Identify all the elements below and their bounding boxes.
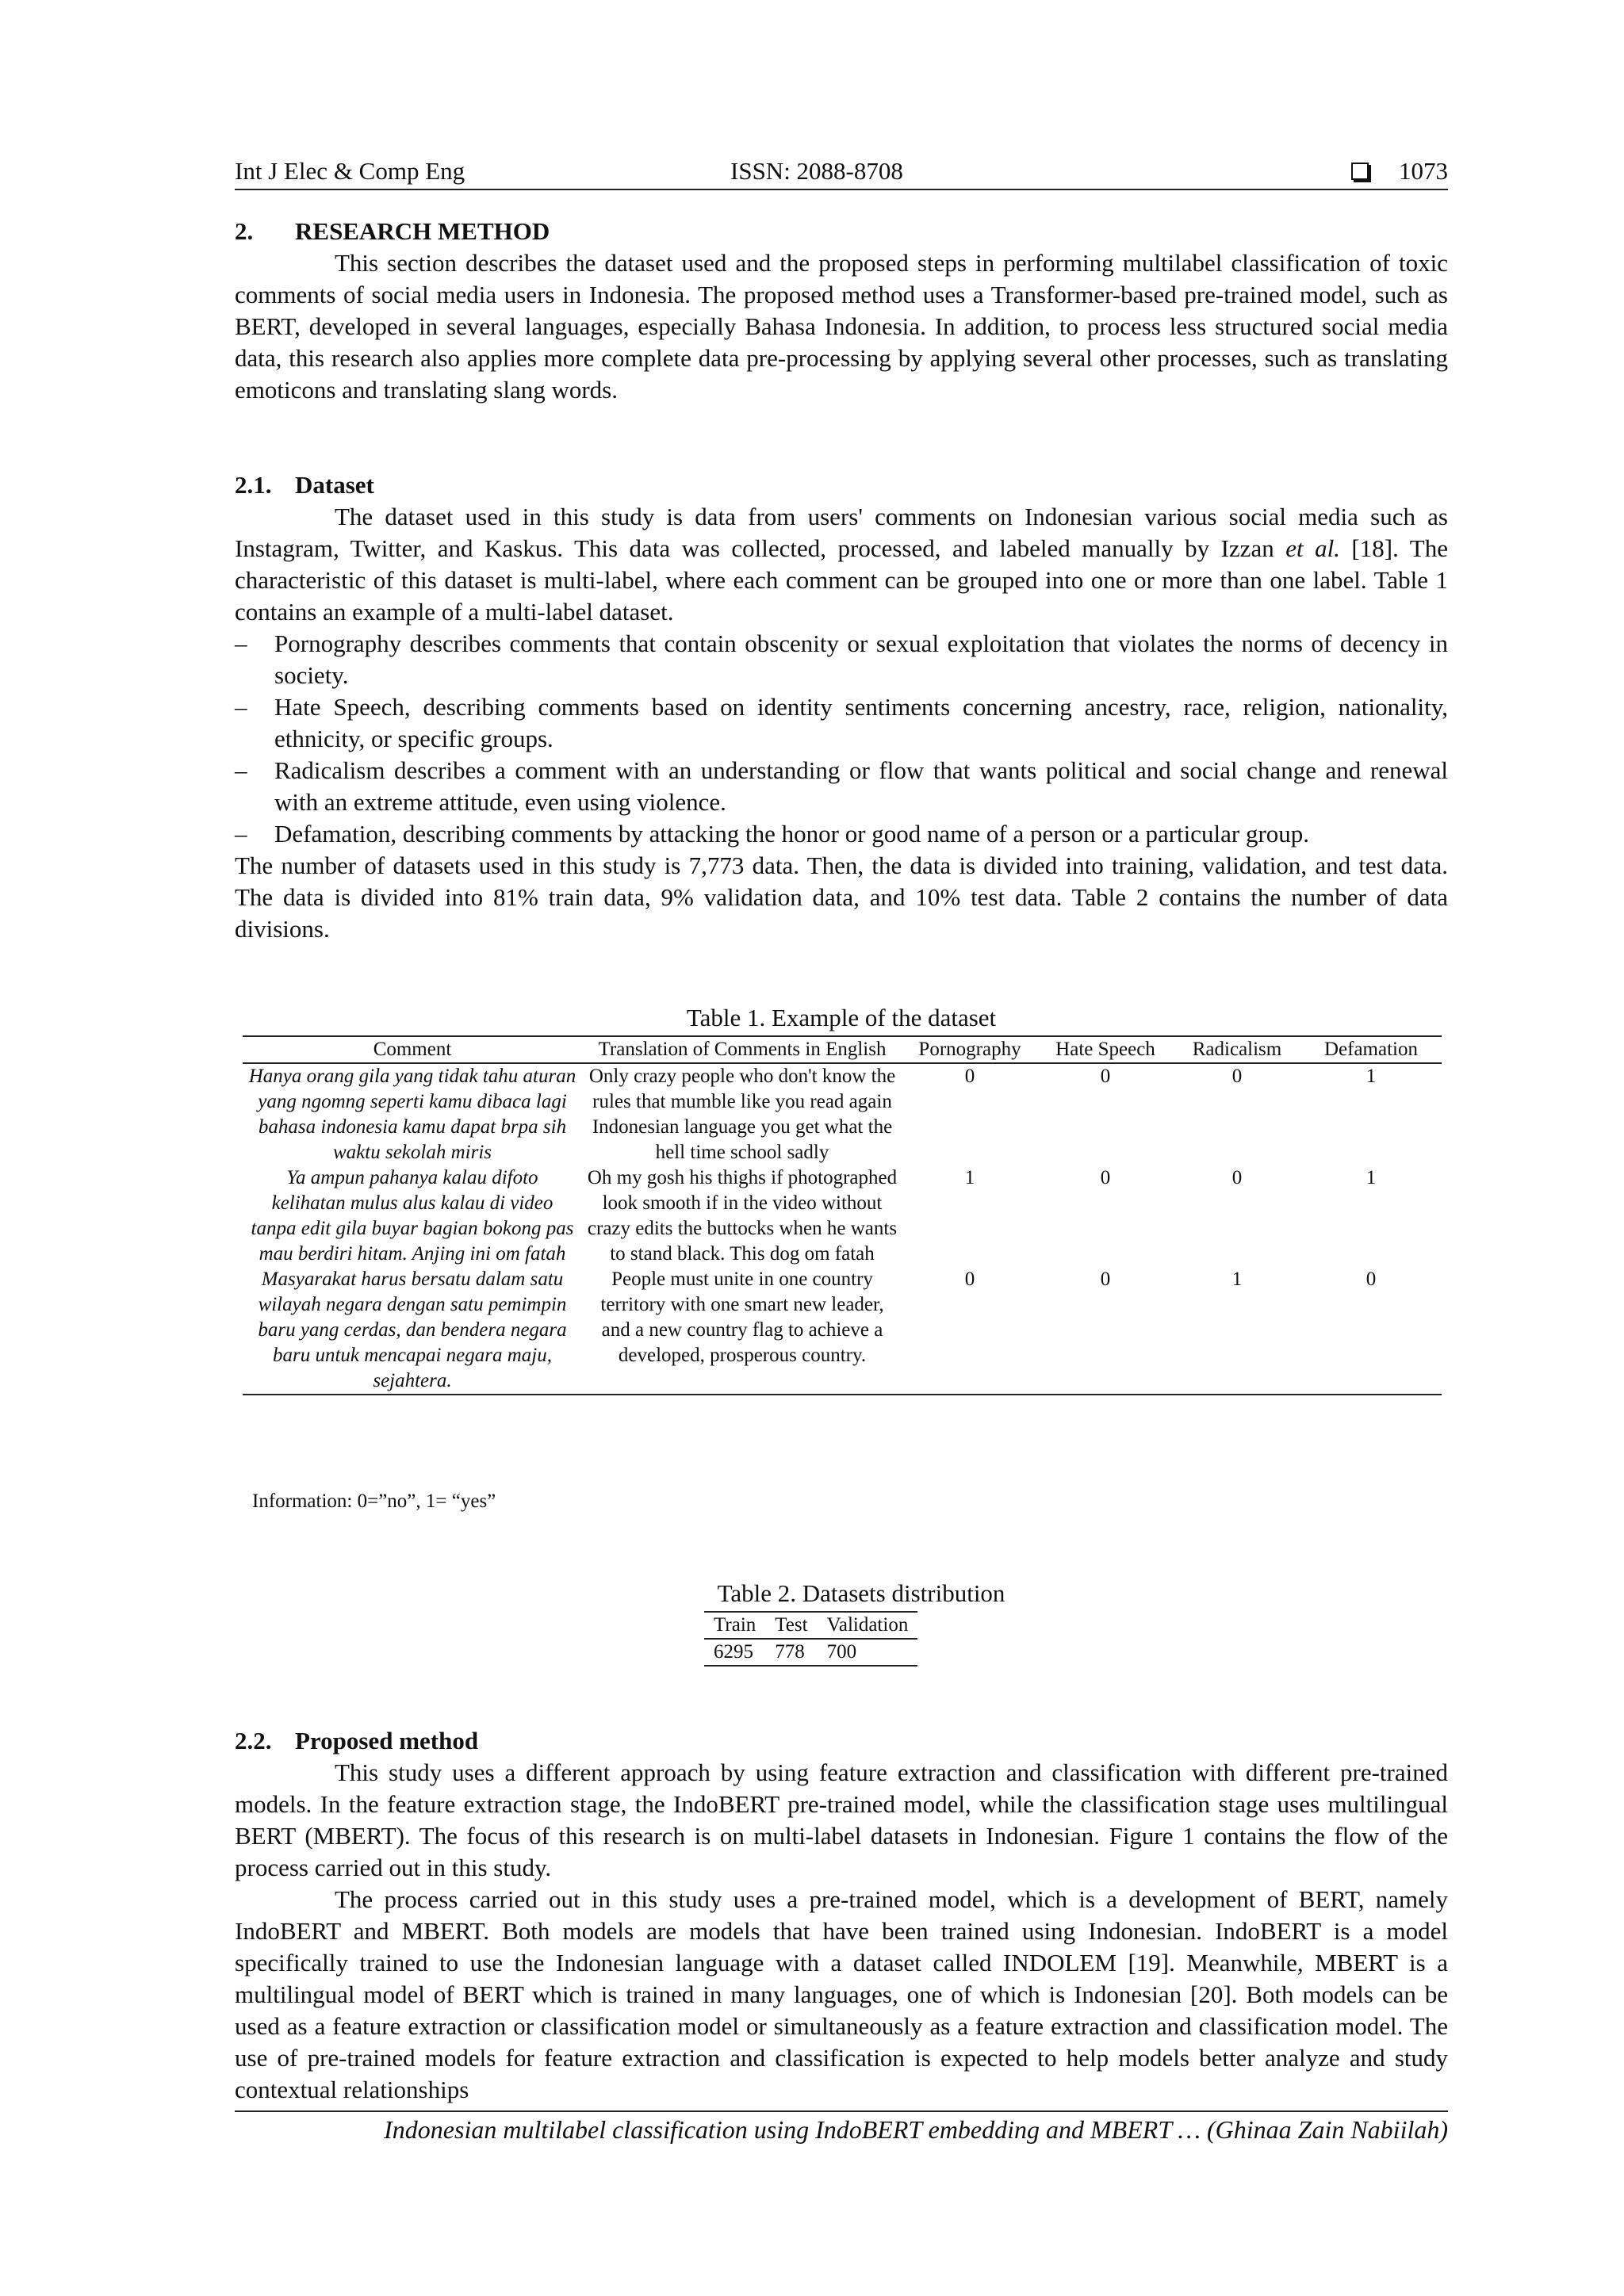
column-header: Hate Speech	[1055, 1039, 1155, 1060]
table-1	[243, 1035, 1442, 1395]
label-cell: 0	[1231, 1167, 1243, 1188]
text-run: [18]. The characteristic of this dataset is multi-label, where each comment can be grouped into one or more than one label. Table 1 contains an example of a multi-label dataset.	[235, 534, 1448, 626]
table-2-caption: Table 2. Datasets distribution	[717, 1579, 1005, 1607]
table-1-caption: Table 1. Example of the dataset	[686, 1004, 997, 1031]
column-header: Comment	[373, 1039, 452, 1060]
paragraph: The process carried out in this study uses a pre-trained model, which is a development of BERT, namely IndoBERT and MBERT. Both models are models that have been trained using Indonesian. IndoBERT is a model specifically trained to use the Indonesian language with a dataset called INDOLEM [19]. Meanwhile, MBERT is a multilingual model of BERT which is trained in many languages, one of which is Indonesian [20]. Both models can be used as a feature extraction or classification model or simultaneously as a feature extraction and classification model. The use of pre-trained models for feature extraction and classification is expected to help models better analyze and study contextual relationships	[235, 1885, 1448, 2103]
paragraph: This study uses a different approach by using feature extraction and classification with different pre-trained models. In the feature extraction stage, the IndoBERT pre-trained model, while the classification stage uses multilingual BERT (MBERT). The focus of this research is on multi-label datasets in Indonesian. Figure 1 contains the flow of the process carried out in this study.	[235, 1758, 1448, 1881]
page-number: 1073	[1399, 157, 1448, 185]
text-run: The dataset used in this study is data from users' comments on Indonesian various social media such as Instagram, Twitter, and Kaskus. This data was collected, processed, and labeled manually by Izzan	[235, 503, 1448, 562]
label-cell: 1	[1365, 1066, 1377, 1087]
running-footer: Indonesian multilabel classification using IndoBERT embedding and MBERT … (Ghinaa Zain Nabiilah)	[235, 2110, 1448, 2145]
label-cell: 0	[1100, 1269, 1111, 1290]
label-cell: 0	[964, 1269, 975, 1290]
label-cell: 0	[1100, 1167, 1111, 1188]
section-title: RESEARCH METHOD	[295, 217, 550, 245]
table-header-row	[243, 1036, 1442, 1063]
checkbox-square-icon	[1351, 163, 1369, 180]
test-value: 778	[775, 1641, 805, 1663]
column-header: Pornography	[918, 1039, 1021, 1060]
table-header-row	[704, 1612, 917, 1639]
translation-cell: Oh my gosh his thighs if photographed look smooth if in the video without crazy edits the buttocks when he wants to stand black. This dog om fatah	[587, 1167, 898, 1265]
table-row	[704, 1639, 917, 1666]
column-header: Defamation	[1323, 1039, 1418, 1060]
label-cell: 0	[1231, 1066, 1243, 1087]
table-1-note: Information: 0=”no”, 1= “yes”	[252, 1490, 496, 1512]
et-al: et al.	[1285, 534, 1340, 562]
validation-value: 700	[826, 1641, 857, 1663]
subsection-heading	[235, 469, 1448, 501]
running-header	[235, 155, 1448, 190]
section-heading	[235, 216, 1448, 247]
table-row	[243, 1165, 1442, 1267]
paragraph	[235, 501, 1448, 628]
subsection-title: Proposed method	[295, 1727, 479, 1755]
list-item: – Pornography describes comments that contain obscenity or sexual exploitation that violates the norms of decency in society.	[235, 628, 1448, 691]
journal-name: Int J Elec & Comp Eng	[235, 157, 465, 185]
column-header: Translation of Comments in English	[598, 1039, 887, 1060]
comment-cell: Hanya orang gila yang tidak tahu aturan yang ngomng seperti kamu dibaca lagi bahasa indonesia kamu dapat brpa sih waktu sekolah miris	[248, 1066, 576, 1163]
table-2	[704, 1611, 917, 1667]
list-item: – Radicalism describes a comment with an understanding or flow that wants political and social change and renewal with an extreme attitude, even using violence.	[235, 755, 1448, 818]
comment-cell: Ya ampun pahanya kalau difoto kelihatan mulus alus kalau di video tanpa edit gila buyar bagian bokong pas mau berdiri hitam. Anjing ini om fatah	[251, 1167, 574, 1265]
list-item: – Hate Speech, describing comments based on identity sentiments concerning ancestry, race, religion, nationality, ethnicity, or specific groups.	[235, 691, 1448, 755]
comment-cell: Masyarakat harus bersatu dalam satu wilayah negara dengan satu pemimpin baru yang cerdas, dan bendera negara baru untuk mencapai negara maju, sejahtera.	[258, 1269, 567, 1391]
section-2	[235, 216, 1448, 406]
column-header: Test	[775, 1614, 808, 1636]
section-2-1	[235, 469, 1448, 945]
list-item: – Defamation, describing comments by attacking the honor or good name of a person or a particular group.	[235, 818, 1448, 850]
label-definitions	[235, 628, 1448, 850]
section-2-2	[235, 1725, 1448, 2106]
paragraph: The number of datasets used in this study is 7,773 data. Then, the data is divided into training, validation, and test data. The data is divided into 81% train data, 9% validation data, and 10% test data. Table 2 contains the number of data divisions.	[235, 851, 1448, 943]
subsection-number: 2.2.	[235, 1727, 272, 1755]
label-cell: 1	[964, 1167, 975, 1188]
column-header: Train	[714, 1614, 756, 1636]
section-number: 2.	[235, 217, 254, 245]
subsection-heading	[235, 1725, 1448, 1757]
translation-cell: People must unite in one country territory with one smart new leader, and a new country flag to achieve a developed, prosperous country.	[600, 1269, 884, 1366]
train-value: 6295	[714, 1641, 753, 1663]
subsection-title: Dataset	[295, 471, 374, 499]
table-row	[243, 1063, 1442, 1165]
subsection-number: 2.1.	[235, 471, 272, 499]
label-cell: 0	[964, 1066, 975, 1087]
label-cell: 0	[1100, 1066, 1111, 1087]
paragraph: This section describes the dataset used and the proposed steps in performing multilabel classification of toxic comments of social media users in Indonesia. The proposed method uses a Transformer-based pre-trained model, such as BERT, developed in several languages, especially Bahasa Indonesia. In addition, to process less structured social media data, this research also applies more complete data pre-processing by applying several other processes, such as translating emoticons and translating slang words.	[235, 249, 1448, 404]
label-cell: 0	[1365, 1269, 1377, 1290]
label-cell: 1	[1231, 1269, 1243, 1290]
label-cell: 1	[1365, 1167, 1377, 1188]
column-header: Radicalism	[1192, 1039, 1282, 1060]
translation-cell: Only crazy people who don't know the rules that mumble like you read again Indonesian language you get what the hell time school sadly	[588, 1066, 896, 1163]
issn: ISSN: 2088-8708	[730, 157, 903, 185]
table-row	[243, 1267, 1442, 1395]
page-number-group	[1351, 157, 1448, 186]
column-header: Validation	[826, 1614, 909, 1636]
